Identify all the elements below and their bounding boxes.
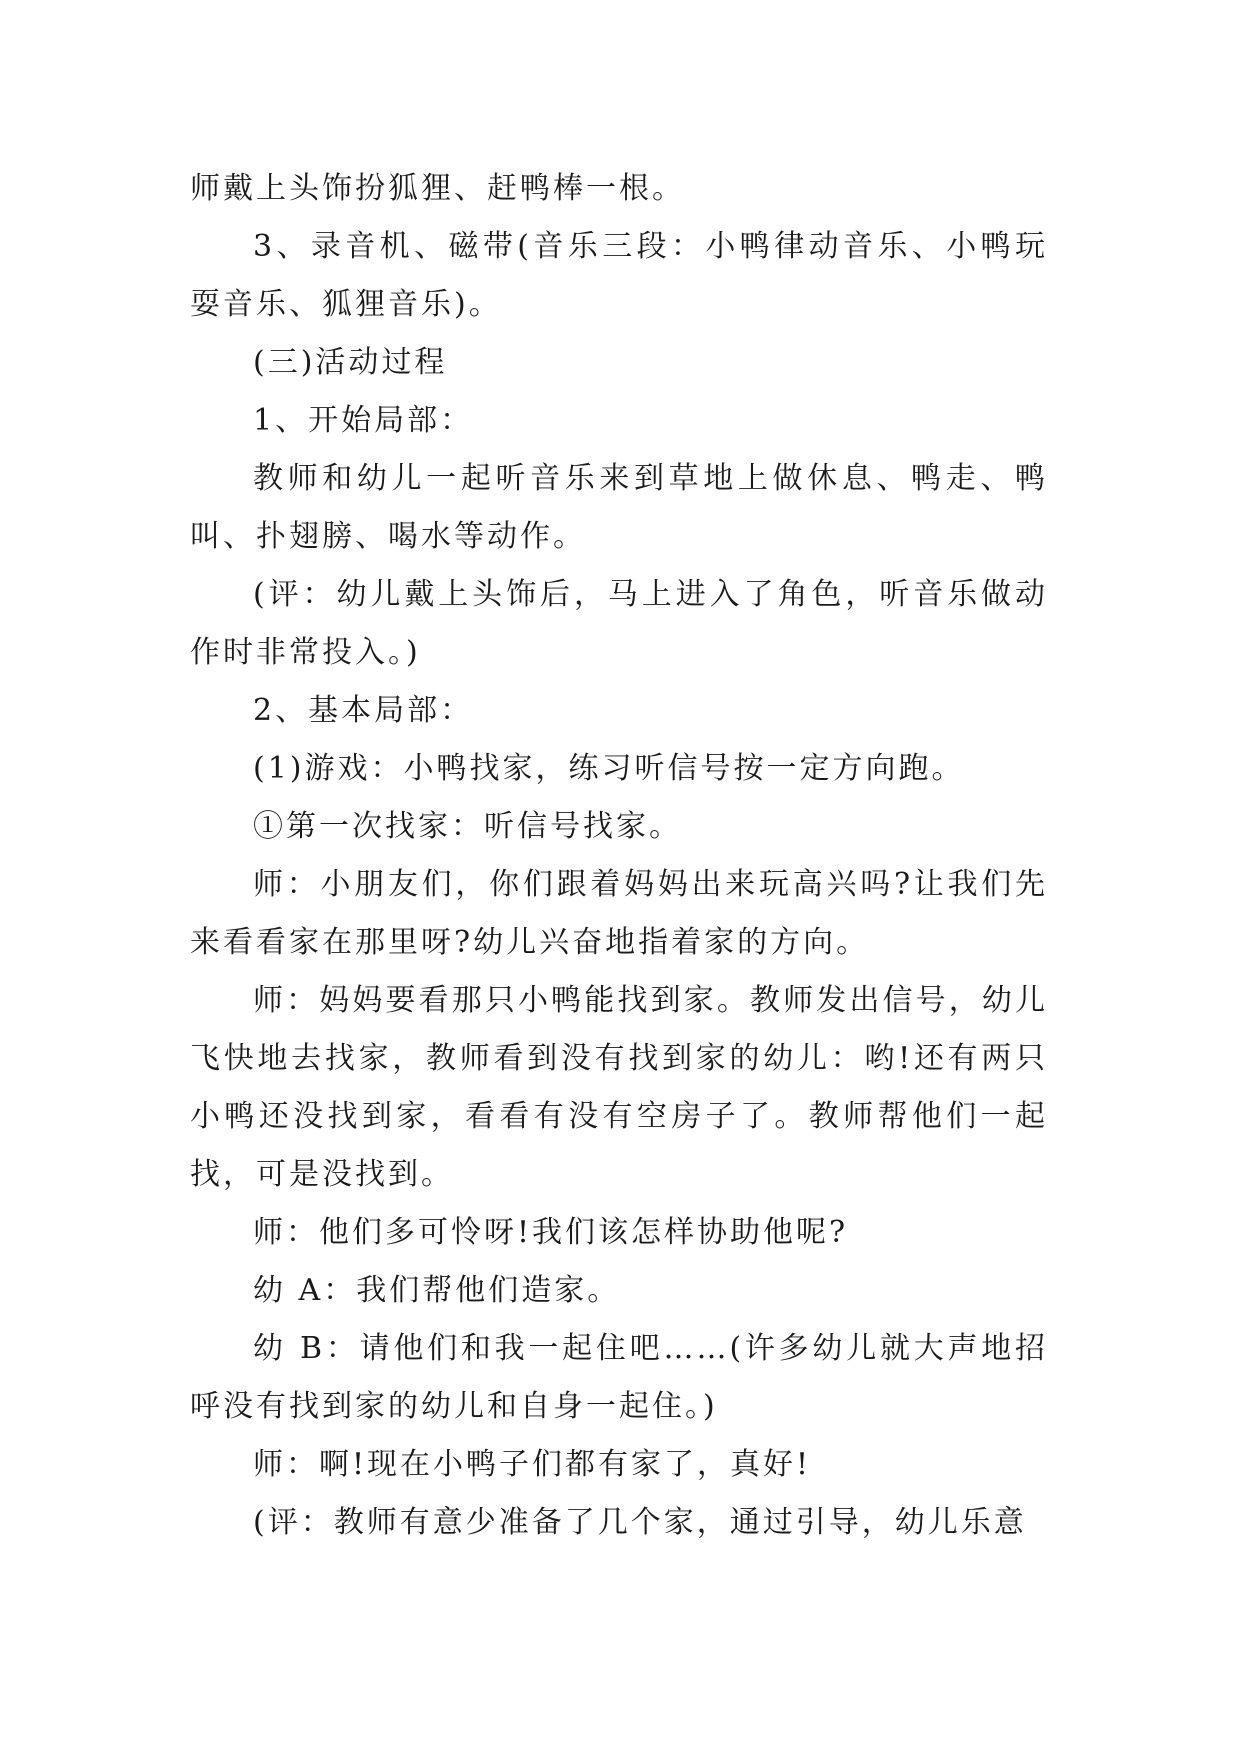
subsection-heading: 1、开始局部： — [253, 403, 474, 438]
paragraph: 教师和幼儿一起听音乐来到草地上做休息、鸭走、鸭叫、扑翅膀、喝水等动作。 — [190, 461, 1048, 554]
dialogue-paragraph: 师：妈妈要看那只小鸭能找到家。教师发出信号，幼儿飞快地去找家，教师看到没有找到家的幼儿：哟!还有两只小鸭还没找到家，看看有没有空房子了。教师帮他们一起找，可是没找到。 — [190, 983, 1048, 1192]
dialogue-paragraph: 幼 A：我们帮他们造家。 — [253, 1273, 621, 1308]
comment-paragraph: (评：教师有意少准备了几个家，通过引导，幼儿乐意 — [253, 1505, 1027, 1540]
paragraph: (1)游戏：小鸭找家，练习听信号按一定方向跑。 — [253, 751, 965, 786]
dialogue-paragraph: 师：他们多可怜呀!我们该怎样协助他呢? — [253, 1215, 849, 1250]
paragraph: 师戴上头饰扮狐狸、赶鸭棒一根。 — [190, 171, 685, 206]
paragraph: ①第一次找家：听信号找家。 — [253, 809, 682, 844]
dialogue-paragraph: 师：啊!现在小鸭子们都有家了，真好! — [253, 1447, 812, 1482]
dialogue-paragraph: 幼 B：请他们和我一起住吧……(许多幼儿就大声地招呼没有找到家的幼儿和自身一起住。) — [190, 1331, 1048, 1424]
paragraph: 3、录音机、磁带(音乐三段：小鸭律动音乐、小鸭玩耍音乐、狐狸音乐)。 — [190, 229, 1048, 322]
document-page — [190, 160, 1048, 1552]
section-heading: (三)活动过程 — [253, 345, 448, 380]
subsection-heading: 2、基本局部： — [253, 693, 474, 728]
dialogue-paragraph: 师：小朋友们，你们跟着妈妈出来玩高兴吗?让我们先来看看家在那里呀?幼儿兴奋地指着家的方向。 — [190, 867, 1048, 960]
comment-paragraph: (评：幼儿戴上头饰后，马上进入了角色，听音乐做动作时非常投入。) — [190, 577, 1048, 670]
